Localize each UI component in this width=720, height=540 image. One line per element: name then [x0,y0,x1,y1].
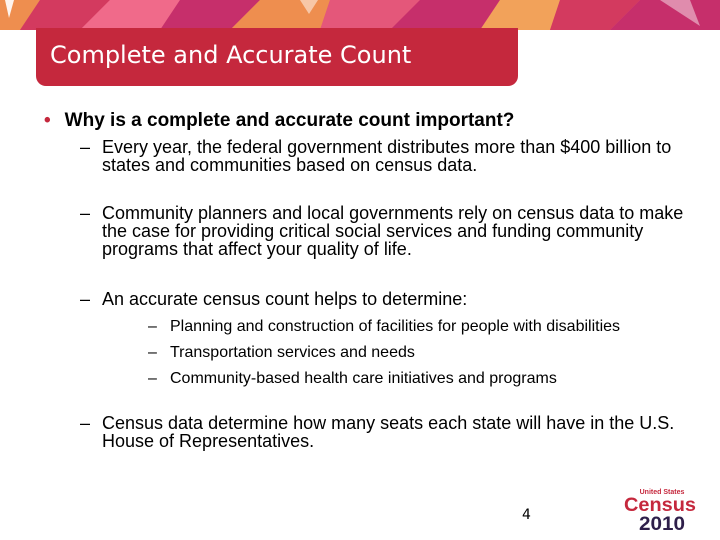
main-bullet-text: Why is a complete and accurate count important? [64,110,515,131]
dash-icon: – [148,370,157,387]
determine-item-health [148,370,557,388]
dash-icon: – [80,137,91,157]
determine-item-transportation [148,344,415,362]
main-bullet [44,110,514,132]
census-2010-logo [622,486,698,532]
determine-item-text: Transportation services and needs [170,344,415,361]
logo-line1: United States [639,489,685,496]
logo-line2: Census [624,495,696,516]
determine-item-text: Community-based health care initiatives and programs [170,370,557,387]
page-number: 4 [522,507,531,523]
census-logo-graphic [622,486,698,532]
dash-icon: – [80,413,91,433]
bullet-icon: • [44,110,51,131]
sub-bullet-text: An accurate census count helps to determine: [102,289,468,309]
sub-bullet-house-seats [80,414,690,450]
determine-item-facilities [148,318,620,336]
sub-bullet-text: Community planners and local governments rely on census data to make the case for providing critical social services and funding community programs that affect your quality of life. [102,203,684,259]
determine-item-text: Planning and construction of facilities for people with disabilities [170,318,621,335]
sub-bullet-text: Every year, the federal government distributes more than $400 billion to states and communities based on census data. [102,137,672,175]
sub-bullet-community [80,204,690,258]
sub-bullet-funding [80,138,690,174]
logo-line3: 2010 [639,514,685,532]
dash-icon: – [148,344,157,361]
dash-icon: – [148,318,157,335]
dash-icon: – [80,203,91,223]
sub-bullet-determine [80,290,690,308]
dash-icon: – [80,289,91,309]
sub-bullet-text: Census data determine how many seats each state will have in the U.S. House of Representatives. [102,413,675,451]
slide-title: Complete and Accurate Count [50,41,412,69]
